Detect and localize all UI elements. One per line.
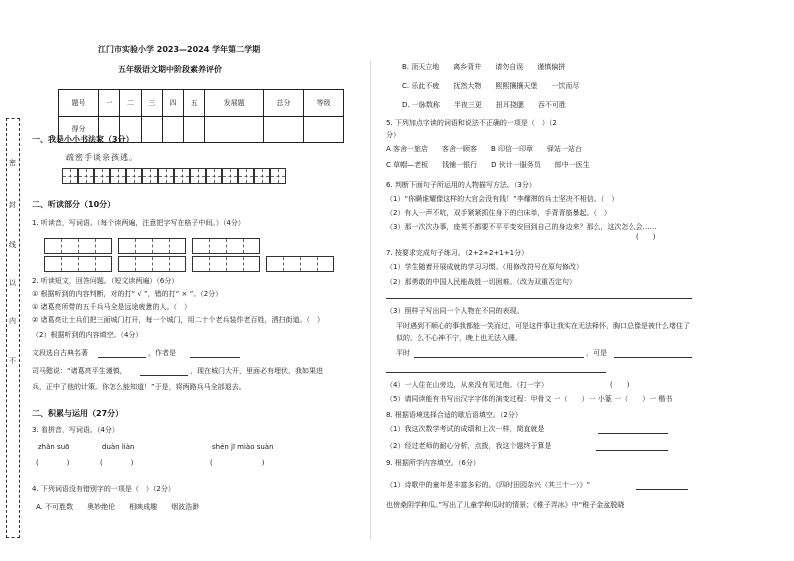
question-2-item-a: ① 诸葛亮所带的五千兵马全是远途疲惫的人。（ ） <box>32 303 191 311</box>
answer-line[interactable] <box>636 489 688 490</box>
score-cell: 等级 <box>303 90 343 117</box>
pinyin-2: duàn liàn <box>102 443 135 451</box>
question-4-option-a[interactable]: A. 不可胜数 奥妙绝伦 相映成趣 烟波浩渺 <box>36 503 200 511</box>
binding-line <box>6 118 20 538</box>
pinyin-1: zhǎn suō <box>38 443 70 451</box>
question-6-2: （2）有人一声不吭，双手紧紧抓住身下的白床单，手背青筋暴起。（ ） <box>386 209 611 217</box>
dictation-box[interactable] <box>44 238 112 254</box>
score-cell: 题号 <box>59 90 99 117</box>
section-2-title: 二、听读部分（10分） <box>32 200 116 209</box>
tian-cell[interactable] <box>174 168 190 184</box>
question-6: 6. 判断下面句子所运用的人物描写方法。（3分） <box>386 181 536 189</box>
score-cell: 发展题 <box>205 90 264 117</box>
calligraphy-text: 疏密手谈亲孩逃。 <box>66 153 138 162</box>
question-2-part-2: （2）根据听到的内容填空。（4分） <box>32 331 143 339</box>
question-7: 7. 按要求完成句子练习。（2+2+2+1+1分） <box>386 249 529 257</box>
pinyin-answer-3[interactable]: ( ) <box>210 459 265 467</box>
section-1-title: 一、我是小小书法家（3分） <box>32 135 134 144</box>
question-7-5: （5）请同读能有书写出汉字字体的演变过程：甲骨文 一（ ）一 小篆 一（ ）一 楷书 <box>386 395 673 403</box>
binding-char: 内 <box>9 317 16 325</box>
score-cell: 三 <box>141 90 162 117</box>
score-table-header-row <box>59 90 344 117</box>
question-2-fill-a: 文段选自古典名著 <box>32 349 88 357</box>
answer-line[interactable] <box>386 298 692 299</box>
dictation-box[interactable] <box>192 256 260 272</box>
question-4-option-b[interactable]: B. 顶天立地 离乡背井 请勿自误 谨慎偏拼 <box>402 63 566 71</box>
question-2-fill-b2: ，现在城门大开，里面必有埋伏，我如果进 <box>190 367 323 375</box>
pinyin-answer-2[interactable]: ( ) <box>100 459 134 467</box>
score-cell[interactable] <box>303 116 343 143</box>
tian-cell[interactable] <box>254 168 270 184</box>
score-cell: 得分 <box>59 116 99 143</box>
tian-cell[interactable] <box>222 168 238 184</box>
tian-cell[interactable] <box>142 168 158 184</box>
question-7-2: （2）那勇敢的中国人民能战胜一切困难。（改为双重否定句） <box>386 278 576 286</box>
tian-cell[interactable] <box>78 168 94 184</box>
question-7-3-example: 平时遇到不顺心的事我都能一笑而过，可是这件事让我实在无法释怀，胸口总像是被什么堵住了似的，么不心神不宁，晚上也无法入睡。 <box>396 322 690 342</box>
tian-cell[interactable] <box>94 168 110 184</box>
dictation-box[interactable] <box>118 256 186 272</box>
question-1: 1. 听读音，写词语。（每个读两遍，注意把字写在格子中间。）（4分） <box>32 219 245 227</box>
pinyin-answer-1[interactable]: ( ) <box>36 459 70 467</box>
question-6-1: （1）“你瞒谁耀像这样的大官会没有钱！”李耀滞的兵士坚决不相信。（ ） <box>386 195 619 203</box>
score-cell: 四 <box>162 90 183 117</box>
score-cell[interactable] <box>162 116 183 143</box>
question-7-4-answer[interactable]: ( ) <box>610 381 630 389</box>
answer-line[interactable] <box>414 357 584 358</box>
question-5: 5. 下列加点字读的词语和说法不正确的一项是（ ）（2 <box>386 119 557 127</box>
question-6-3: （3）那一次次办事，座英不都要不平平变安回到自己的身边来？那么，这次怎么会…… <box>386 223 657 231</box>
score-cell[interactable] <box>141 116 162 143</box>
answer-line[interactable] <box>596 450 668 451</box>
tian-cell[interactable] <box>126 168 142 184</box>
score-cell[interactable] <box>264 116 304 143</box>
pinyin-3: shén jī miào suàn <box>212 443 274 451</box>
answer-line[interactable] <box>386 372 606 373</box>
question-2-part-1: ① 根据听到的内容判断，对的打“ √ ”，错的打“ × ”。（2分） <box>32 290 223 298</box>
binding-char: 线 <box>9 241 16 249</box>
question-2-fill-a2: ，作者是 <box>148 349 176 357</box>
answer-line[interactable] <box>140 375 188 376</box>
question-9: 9. 根据所学内容填空。（6分） <box>386 459 480 467</box>
dictation-box[interactable] <box>118 238 186 254</box>
answer-line[interactable] <box>614 357 692 358</box>
answer-line[interactable] <box>598 433 668 434</box>
dictation-box[interactable] <box>266 256 334 272</box>
question-7-1: （1）学生随着开展成就的学习习惯。（用修改符号在原句修改） <box>386 263 583 271</box>
question-4-option-d[interactable]: D. 一脉数称 半夜三更 扭耳挠腮 吞不可胜 <box>402 101 566 109</box>
question-4-option-c[interactable]: C. 乐此不疲 抚然大物 熙熙攘攘天堡 一饮而尽 <box>402 82 580 90</box>
question-2-fill-b: 司马懿说：“诸葛亮平生谨慎， <box>32 367 127 375</box>
question-8-1: （1）我这次数学考试的成绩和上次一样，简直就是 <box>386 425 545 433</box>
question-7-3-prompt: 平时 <box>396 349 410 357</box>
score-cell[interactable] <box>205 116 264 143</box>
question-7-3-prompt-2: ，可是 <box>586 349 607 357</box>
question-2-fill-c: 兵，正中了他的计策。你怎么能知道！”于是，将两路兵马全部退去。 <box>32 383 246 391</box>
tian-cell[interactable] <box>62 168 78 184</box>
answer-line[interactable] <box>98 357 146 358</box>
tian-cell[interactable] <box>270 168 286 184</box>
question-9-1: （1）诗歌中的童年是丰富多彩的。《四时田园杂兴（其三十一）》“ <box>386 481 591 489</box>
tian-cell[interactable] <box>190 168 206 184</box>
tian-cell[interactable] <box>158 168 174 184</box>
dictation-box[interactable] <box>192 238 260 254</box>
question-9-2: 也傍桑阴学种瓜。”写出了儿童学种瓜时的情景；《稚子弄冰》中“稚子金盆脱晓 <box>386 501 625 509</box>
binding-char: 不 <box>9 357 16 365</box>
answer-line[interactable] <box>190 357 240 358</box>
binding-char: 封 <box>9 201 16 209</box>
column-divider <box>370 60 371 540</box>
score-cell[interactable] <box>184 116 205 143</box>
binding-char: 密 <box>9 159 16 167</box>
tian-cell[interactable] <box>206 168 222 184</box>
question-4: 4. 下列词语没有错别字的一项是（ ）（2分） <box>32 485 175 493</box>
question-5-cont: 分） <box>386 131 400 139</box>
tian-cell[interactable] <box>238 168 254 184</box>
score-cell: 二 <box>120 90 141 117</box>
question-7-4: （4）一人住在山旁边，从来没有见过他。（打一字） <box>386 381 548 389</box>
question-5-row-2[interactable]: C 草帽—老板 钱铺一银行 D 伙计一服务员 郎中一医生 <box>386 161 590 169</box>
question-6-3-answer[interactable]: ( ) <box>636 233 656 241</box>
question-2-item-b: ② 诸葛亮让士兵们把三面城门打开，每一个城门，用二十个老兵装作老百姓，洒扫街道。（ ） <box>32 316 324 324</box>
question-5-row-1[interactable]: A 客舍一旅店 客舍一顾客 B 印信一印章 驿站一站台 <box>386 145 583 153</box>
section-3-title: 二、积累与运用（27分） <box>32 409 124 418</box>
score-cell: 总分 <box>264 90 304 117</box>
tian-cell[interactable] <box>110 168 126 184</box>
question-3: 3. 看拼音，写词语。（4分） <box>32 426 119 434</box>
binding-char: 以 <box>9 279 16 287</box>
score-cell: 一 <box>98 90 119 117</box>
question-2: 2. 听读短文，回答问题。（短文读两遍）（6分） <box>32 277 179 285</box>
dictation-box[interactable] <box>44 256 112 272</box>
question-8-2: （2）经过老师的耐心分析，点拨，我这个题终于算是 <box>386 442 552 450</box>
score-cell: 五 <box>184 90 205 117</box>
question-8: 8. 根据语境选择合适的歇后语填空。（2分） <box>386 411 522 419</box>
exam-title: 五年级语文期中阶段素养评价 <box>118 65 222 74</box>
question-7-3: （3）照样子写出同一个人物在不同的表现。 <box>386 307 524 315</box>
school-title: 江门市实验小学 2023—2024 学年第二学期 <box>98 45 261 54</box>
